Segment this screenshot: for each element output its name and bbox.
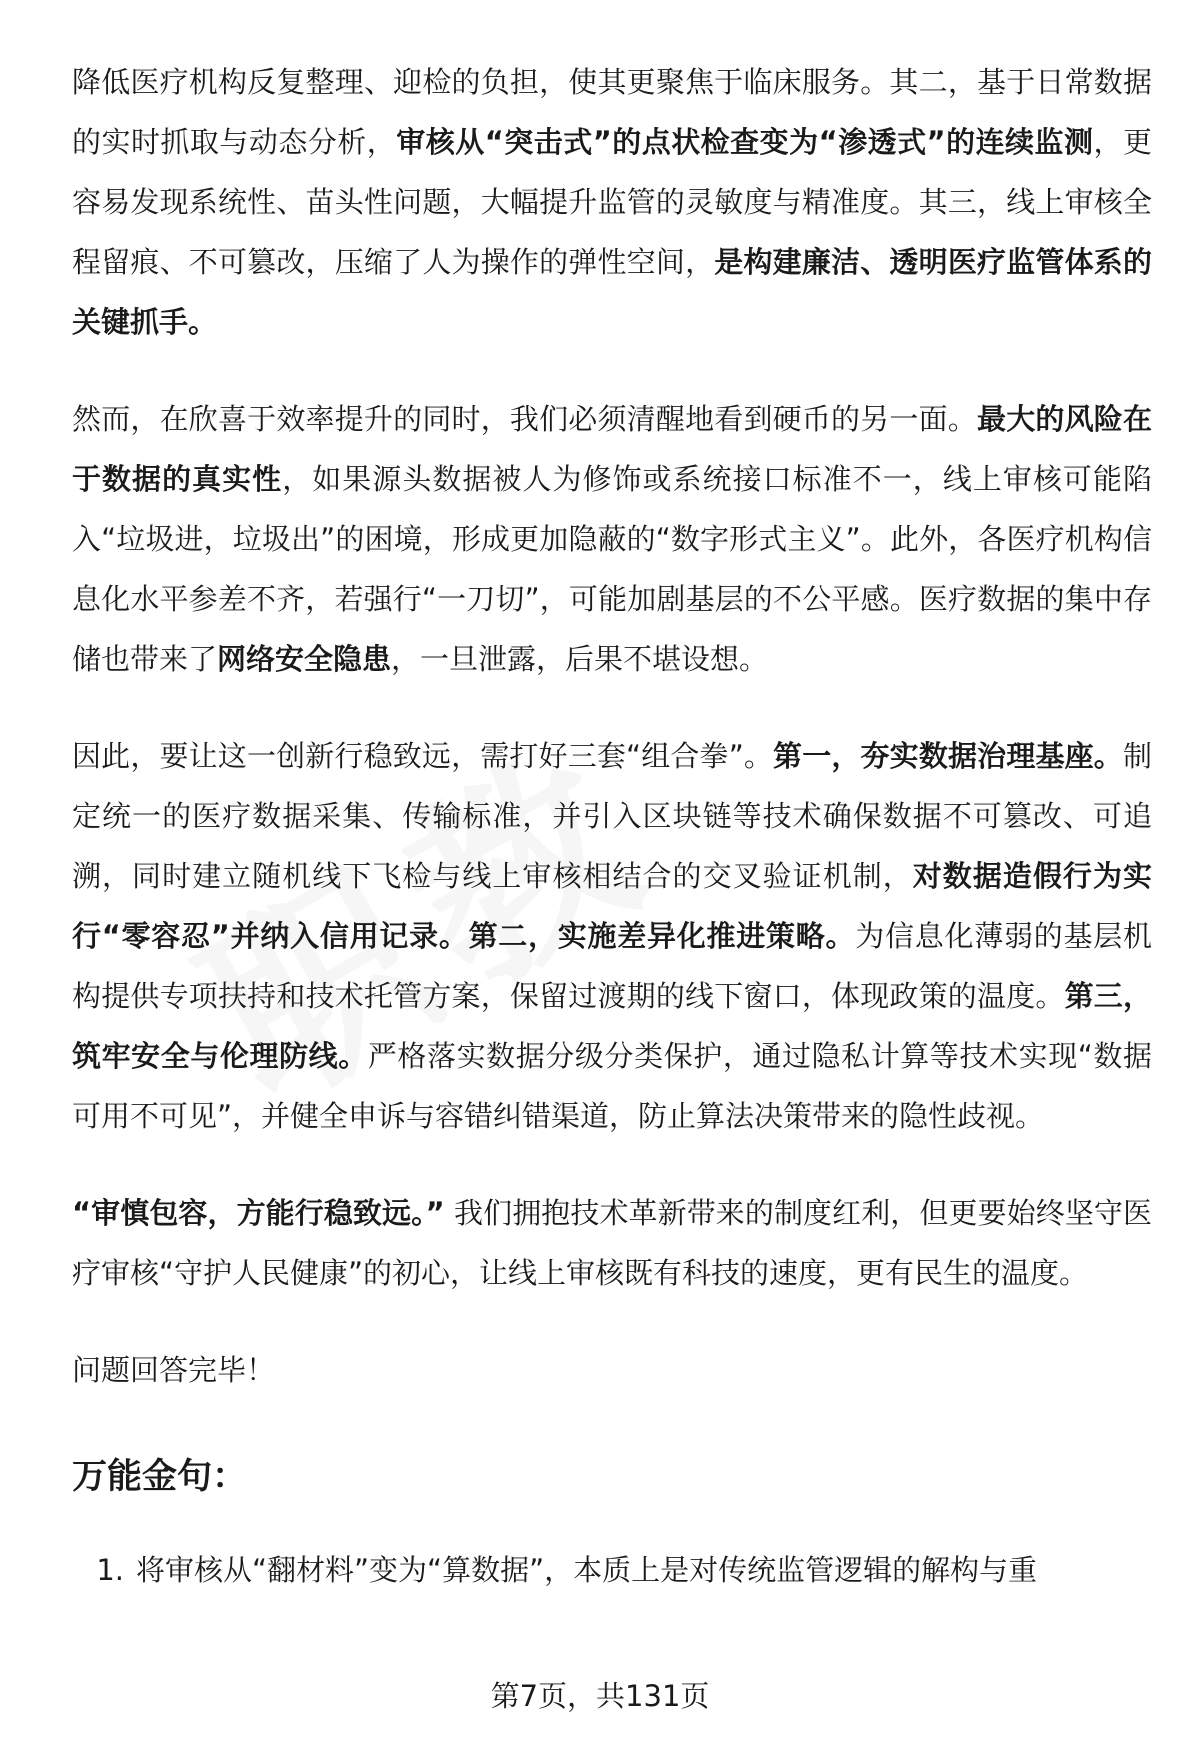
- bold-text: 是构建廉洁、透明医疗监管体系的关键抓手。: [72, 245, 1152, 339]
- document-body: [72, 52, 1152, 1600]
- text: ，一旦泄露，后果不堪设想。: [391, 642, 769, 676]
- bold-text: 第三，筑牢安全与伦理防线。: [72, 979, 1152, 1073]
- text: 因此，要让这一创新行稳致远，需打好三套“组合拳”。: [72, 739, 774, 773]
- golden-sentence-list: [72, 1540, 1152, 1600]
- bold-text: 最大的风险在于数据的真实性: [72, 402, 1152, 496]
- text: 然而，在欣喜于效率提升的同时，我们必须清醒地看到硬币的另一面。: [72, 402, 978, 436]
- text: 为信息化薄弱的基层机构提供专项扶持和技术托管方案，保留过渡期的线下窗口，体现政策的温度。: [72, 919, 1152, 1013]
- paragraph-container: [72, 52, 1152, 1303]
- text: 我们拥抱技术革新带来的制度红利，但更要始终坚守医疗审核“守护人民健康”的初心，让线上审核既有科技的速度，更有民生的温度。: [72, 1196, 1152, 1290]
- paragraph: [72, 726, 1152, 1146]
- paragraph: [72, 52, 1152, 352]
- page-footer: 第7页，共131页: [490, 1679, 710, 1713]
- section-heading: 万能金句：: [72, 1457, 248, 1497]
- bold-text: 审核从“突击式”的点状检查变为“渗透式”的连续监测: [396, 125, 1094, 159]
- text: ，如果源头数据被人为修饰或系统接口标准不一，线上审核可能陷入“垃圾进，垃圾出”的困境，形成更加隐蔽的“数字形式主义”。此外，各医疗机构信息化水平参差不齐，若强行“一刀切”，可能加剧基层的不公平感。医疗数据的集中存储也带来了: [72, 462, 1152, 676]
- list-item-text: 将审核从“翻材料”变为“算数据”，本质上是对传统监管逻辑的解构与重: [136, 1553, 1038, 1587]
- text: 严格落实数据分级分类保护，通过隐私计算等技术实现“数据可用不可见”，并健全申诉与容错纠错渠道，防止算法决策带来的隐性歧视。: [72, 1039, 1152, 1133]
- bold-text: 第一，夯实数据治理基座。: [773, 739, 1123, 773]
- list-item-number: 1.: [96, 1553, 124, 1587]
- bold-text: “审慎包容，方能行稳致远。”: [72, 1196, 445, 1230]
- text: 降低医疗机构反复整理、迎检的负担，使其更聚焦于临床服务。其二，基于日常数据的实时抓取与动态分析，: [72, 65, 1152, 159]
- closing-remark: 问题回答完毕！: [72, 1353, 276, 1387]
- bold-text: 对数据造假行为实行“零容忍”并纳入信用记录。第二，实施差异化推进策略。: [72, 859, 1152, 953]
- paragraph: [72, 1183, 1152, 1303]
- text: ，更容易发现系统性、苗头性问题，大幅提升监管的灵敏度与精准度。其三，线上审核全程留痕、不可篡改，压缩了人为操作的弹性空间，: [72, 125, 1152, 279]
- paragraph: [72, 389, 1152, 689]
- text: 制定统一的医疗数据采集、传输标准，并引入区块链等技术确保数据不可篡改、可追溯，同时建立随机线下飞检与线上审核相结合的交叉验证机制，: [72, 739, 1152, 893]
- bold-text: 网络安全隐患: [217, 642, 392, 676]
- list-item: [72, 1540, 1152, 1600]
